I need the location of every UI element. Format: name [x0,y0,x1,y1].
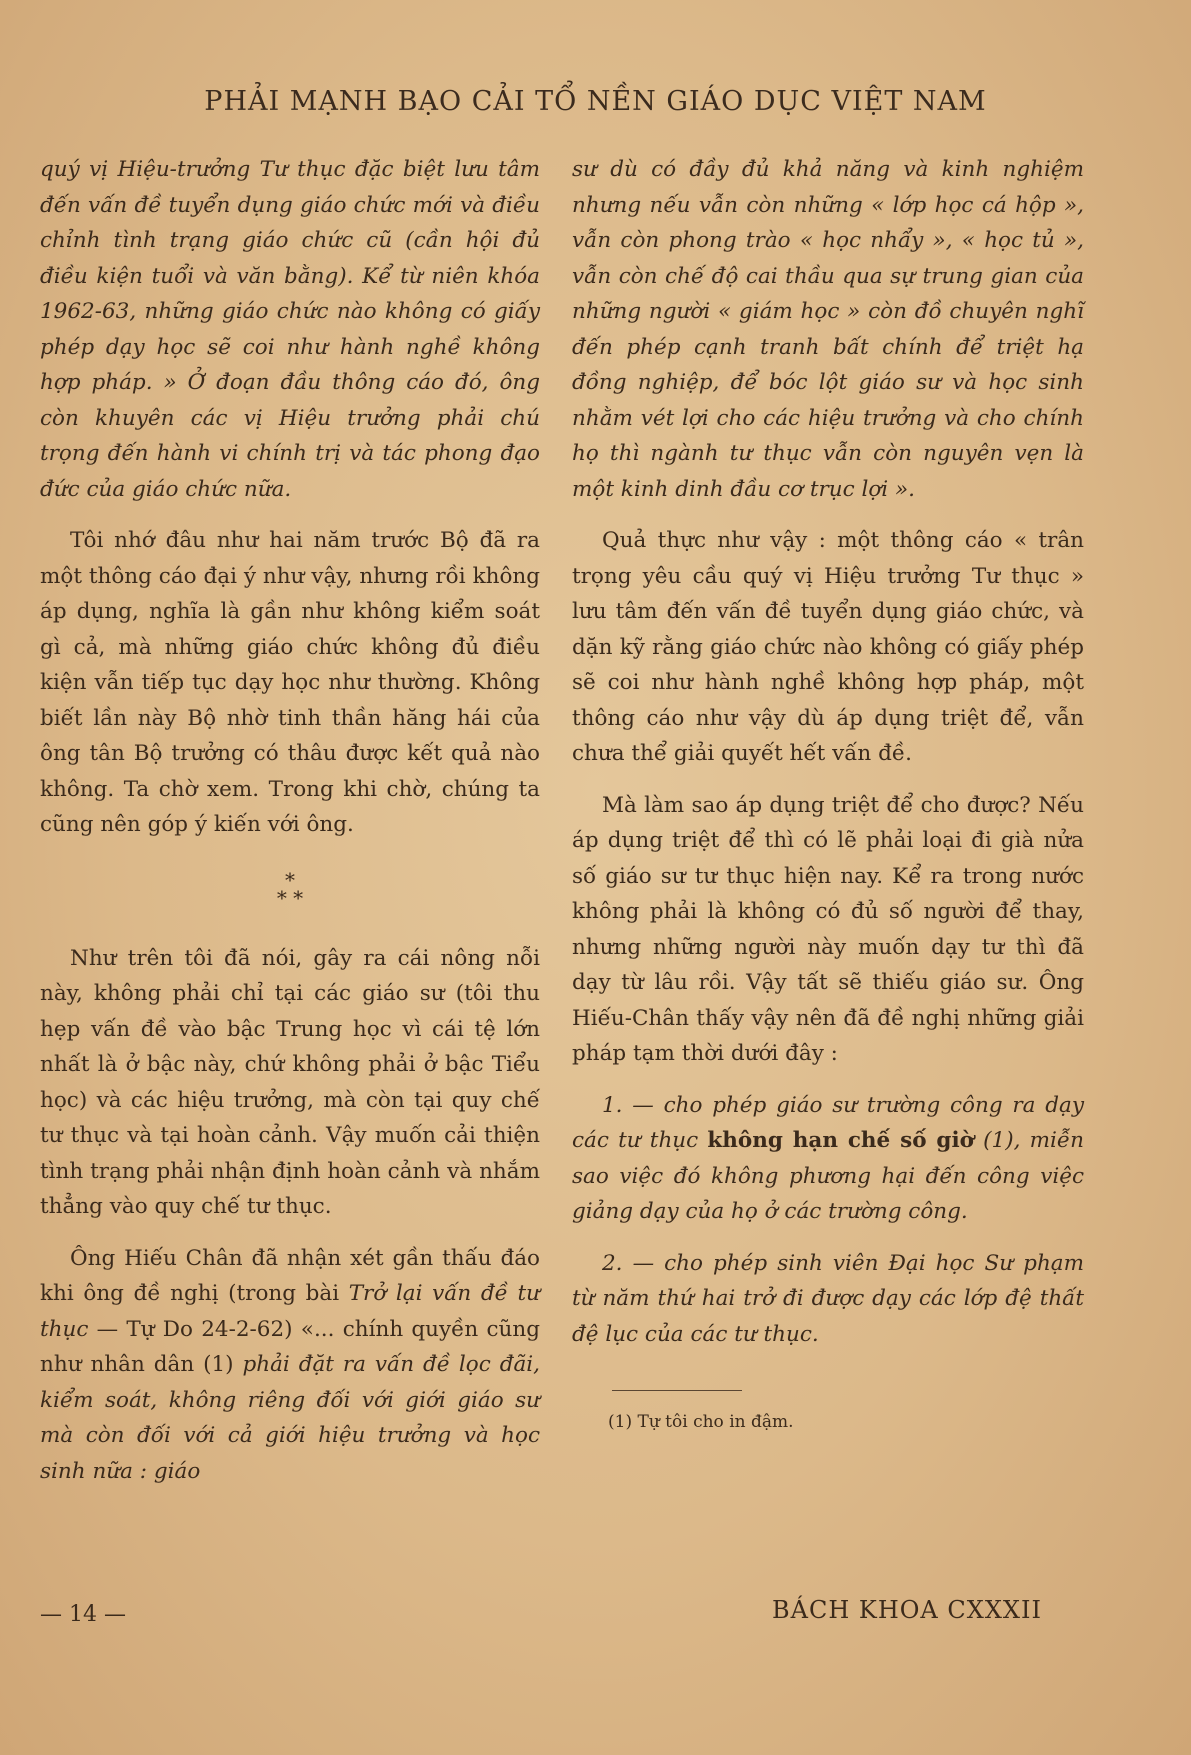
article-title: Trở lại vấn đề tư thục [40,1281,541,1342]
paragraph: quý vị Hiệu-trưởng Tư thục đặc biệt lưu tâm đến vấn đề tuyển dụng giáo chức mới và điều chỉnh tình trạng giáo chức cũ (cần hội đủ điều kiện tuổi và văn bằng). Kể từ niên khóa 1962-63, những giáo chức nào không có giấy phép dạy học sẽ coi như hành nghề không hợp pháp. » Ở đoạn đầu thông cáo đó, ông còn khuyên các vị Hiệu trưởng phải chú trọng đến hành vi chính trị và tác phong đạo đức của giáo chức nữa. [40,157,540,502]
publication-name: BÁCH KHOA CXXXII [772,1596,1042,1624]
section-separator: * * * [276,867,304,910]
text-run: Ông Hiếu Chân đã nhận xét gần thấu đáo khi ông đề nghị (trong bài [40,1245,540,1306]
text-run: — Tự Do 24-2-62) «... chính quyền cũng như nhân dân (1) [40,1316,540,1377]
paragraph: Như trên tôi đã nói, gây ra cái nông nỗi này, không phải chỉ tại các giáo sư (tôi thu hẹp vấn đề vào bậc Trung học vì cái tệ lớn nhất là ở bậc này, chứ không phải ở bậc Tiểu học) và các hiệu trưởng, mà còn tại quy chế tư thục và tại hoàn cảnh. Vậy muốn cải thiện tình trạng phải nhận định hoàn cảnh và nhắm thẳng vào quy chế tư thục. [40,945,540,1219]
paragraph: sư dù có đầy đủ khả năng và kinh nghiệm nhưng nếu vẫn còn những « lớp học cá hộp », vẫn còn phong trào « học nhẩy », « học tủ », vẫn còn chế độ cai thầu qua sự trung gian của những người « giám học » còn đồ chuyên nghĩ đến phép cạnh tranh bất chính để triệt hạ đồng nghiệp, để bóc lột giáo sư và học sinh nhằm vét lợi cho các hiệu trưởng và cho chính họ thì ngành tư thục vẫn còn nguyên vẹn là một kinh dinh đầu cơ trục lợi ». [572,157,1084,502]
paragraph: Quả thực như vậy : một thông cáo « trân trọng yêu cầu quý vị Hiệu trưởng Tư thục » lưu tâm đến vấn đề tuyển dụng giáo chức, và dặn kỹ rằng giáo chức nào không có giấy phép sẽ coi như hành nghề không hợp pháp, một thông cáo như vậy dù áp dụng triệt để, vẫn chưa thể giải quyết hết vấn đề. [572,528,1084,766]
footnote: (1) Tự tôi cho in đậm. [608,1412,794,1432]
page-number: — 14 — [40,1602,126,1627]
paragraph: Tôi nhớ đâu như hai năm trước Bộ đã ra một thông cáo đại ý như vậy, nhưng rồi không áp dụng, nghĩa là gần như không kiểm soát gì cả, mà những giáo chức không đủ điều kiện vẫn tiếp tục dạy học như thường. Không biết lần này Bộ nhờ tinh thần hăng hái của ông tân Bộ trưởng có thâu được kết quả nào không. Ta chờ xem. Trong khi chờ, chúng ta cũng nên góp ý kiến với ông. [40,528,540,837]
text-run: 1. — cho phép giáo sư trường công ra dạy các tư thục [572,1092,1084,1153]
right-column [572,152,1084,1441]
text-run: phải đặt ra vấn đề lọc đãi, kiểm soát, không riêng đối với giới giáo sư mà còn đối với cả giới hiệu trưởng và học sinh nữa : giáo [40,1352,540,1484]
list-item: 2. — cho phép sinh viên Đại học Sư phạm từ năm thứ hai trở đi được dạy các lớp đệ thất đệ lục của các tư thục. [572,1250,1084,1347]
bold-text: không hạn chế số giờ [707,1128,974,1153]
list-item [572,1088,1084,1230]
left-column [40,152,540,1505]
footnote-divider [612,1390,742,1391]
text-run: (1), miễn sao việc đó không phương hại đến công việc giảng dạy của họ ở các trường công. [572,1128,1084,1224]
paragraph [40,1241,540,1490]
page-header-title: PHẢI MẠNH BẠO CẢI TỔ NỀN GIÁO DỤC VIỆT NAM [204,86,987,117]
paragraph: Mà làm sao áp dụng triệt để cho được? Nếu áp dụng triệt để thì có lẽ phải loại đi già nửa số giáo sư tư thục hiện nay. Kể ra trong nước không phải là không có đủ số người để thay, nhưng những người này muốn dạy tư thì đã dạy từ lâu rồi. Vậy tất sẽ thiếu giáo sư. Ông Hiếu-Chân thấy vậy nên đã đề nghị những giải pháp tạm thời dưới đây : [572,792,1084,1066]
